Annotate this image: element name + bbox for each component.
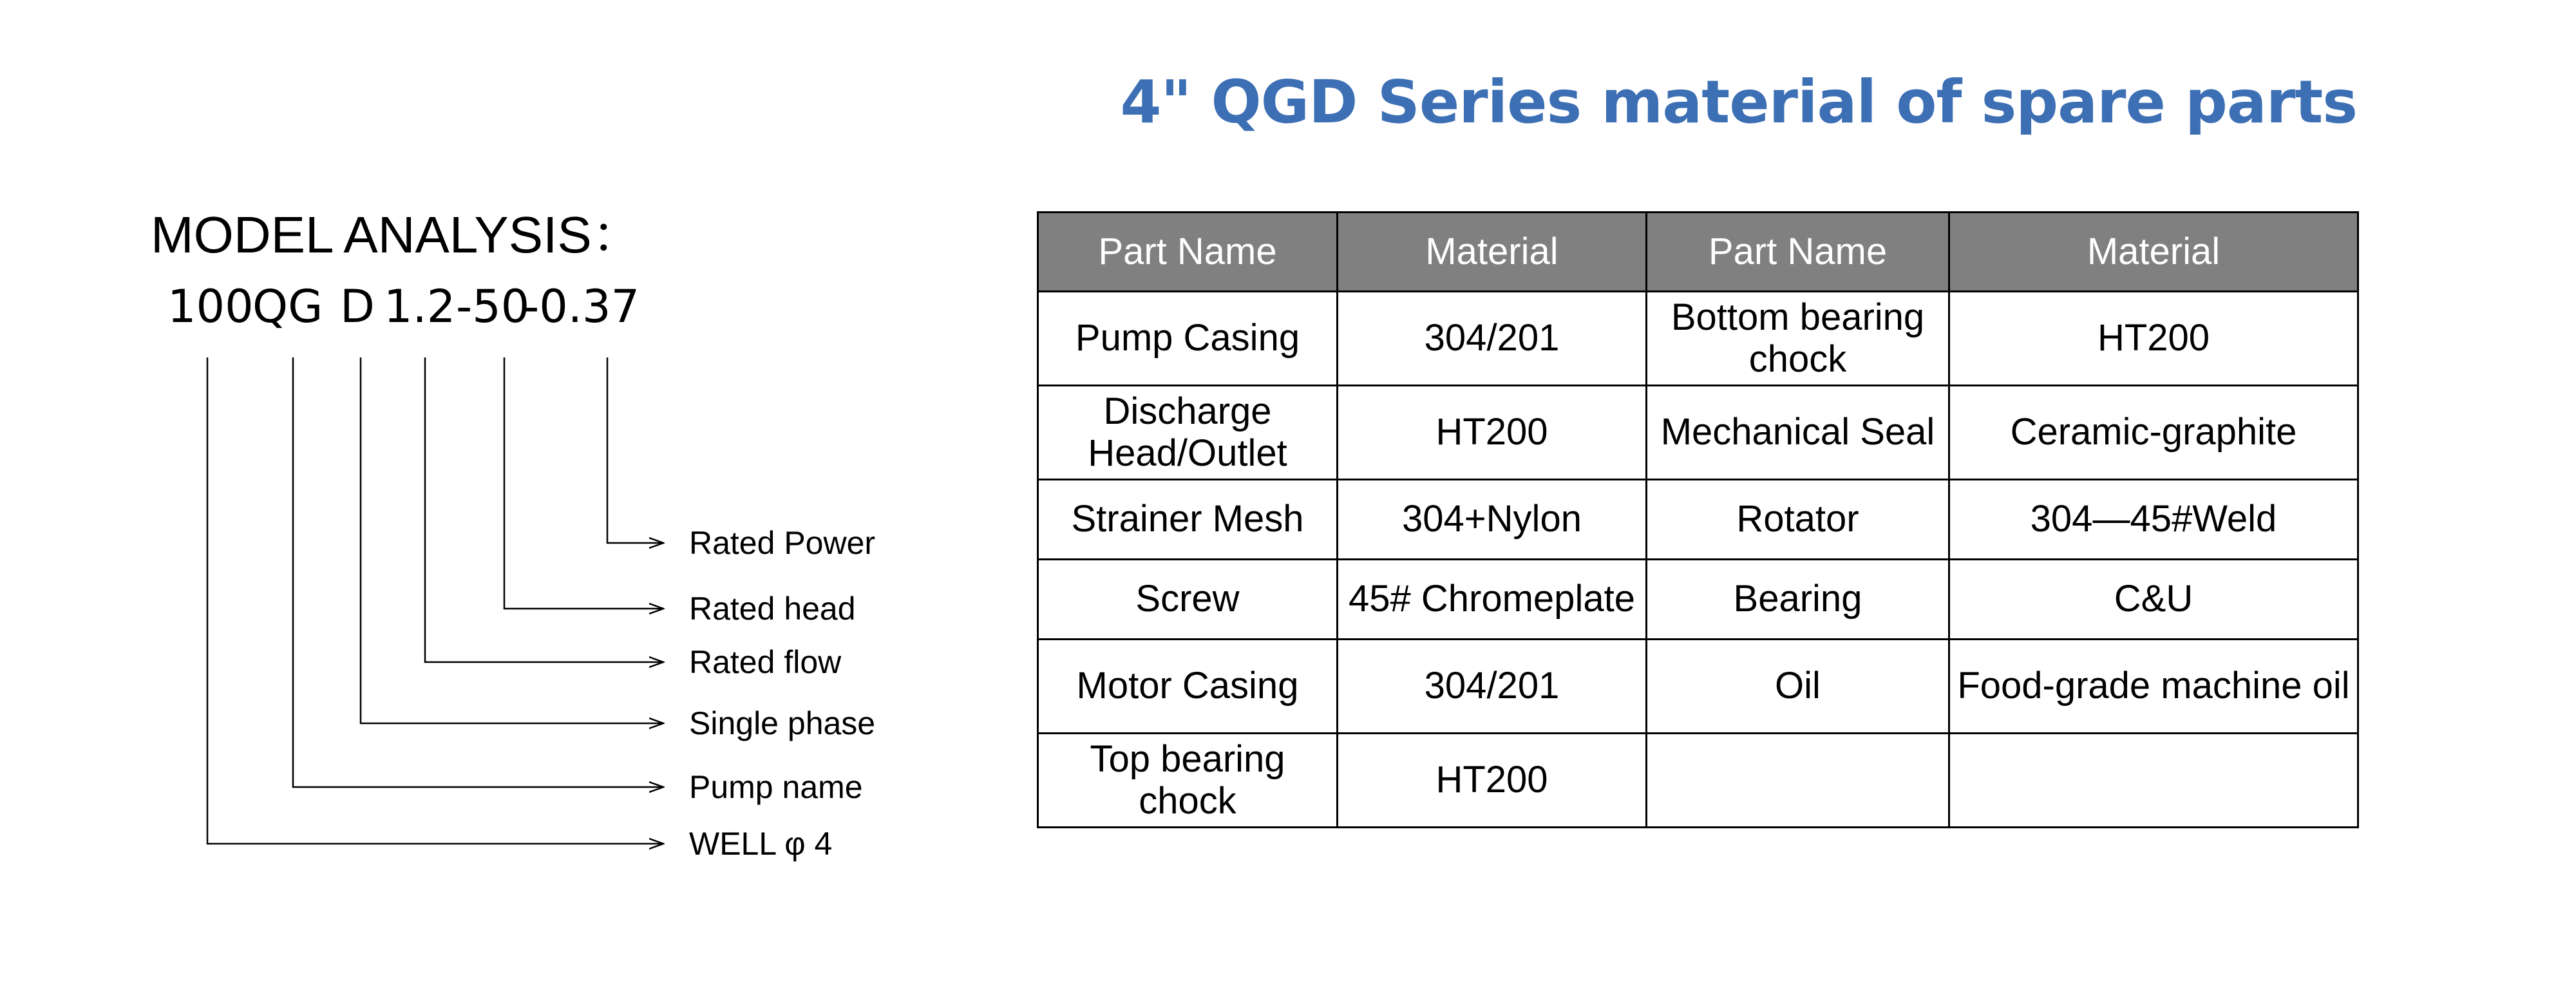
material-cell bbox=[1949, 734, 2358, 828]
part-name-cell: Rotator bbox=[1647, 480, 1949, 560]
code-segment-pump-name: QG bbox=[252, 280, 323, 333]
connector-rated-power bbox=[607, 357, 663, 543]
connector-rated-flow bbox=[425, 357, 663, 662]
connector-well bbox=[207, 357, 663, 844]
table-row bbox=[1038, 292, 2358, 386]
table-row bbox=[1038, 560, 2358, 640]
material-cell: HT200 bbox=[1338, 386, 1647, 480]
spare-parts-table bbox=[1037, 211, 2359, 828]
model-code-diagram bbox=[0, 0, 966, 902]
model-analysis-heading: MODEL ANALYSIS： bbox=[151, 206, 643, 263]
label-well: WELL φ 4 bbox=[689, 826, 833, 862]
material-cell: 304/201 bbox=[1338, 640, 1647, 734]
part-name-cell: Motor Casing bbox=[1038, 640, 1338, 734]
part-name-cell: Discharge Head/Outlet bbox=[1038, 386, 1338, 480]
connector-rated-head bbox=[504, 357, 663, 609]
code-segment-phase: D bbox=[340, 280, 375, 333]
part-name-cell bbox=[1647, 734, 1949, 828]
material-cell: C&U bbox=[1949, 560, 2358, 640]
part-name-cell: Top bearing chock bbox=[1038, 734, 1338, 828]
table-row bbox=[1038, 480, 2358, 560]
part-name-cell: Pump Casing bbox=[1038, 292, 1338, 386]
column-header: Material bbox=[1949, 213, 2358, 292]
material-cell: 45# Chromeplate bbox=[1338, 560, 1647, 640]
column-header: Material bbox=[1338, 213, 1647, 292]
table-row bbox=[1038, 734, 2358, 828]
table-header-row bbox=[1038, 213, 2358, 292]
code-segment-head: -50 bbox=[456, 280, 530, 333]
part-name-cell: Bearing bbox=[1647, 560, 1949, 640]
material-cell: 304+Nylon bbox=[1338, 480, 1647, 560]
part-name-cell: Strainer Mesh bbox=[1038, 480, 1338, 560]
part-name-cell: Oil bbox=[1647, 640, 1949, 734]
connector-single-phase bbox=[361, 357, 663, 723]
label-pump-name: Pump name bbox=[689, 769, 863, 805]
table-row bbox=[1038, 640, 2358, 734]
material-cell: Ceramic-graphite bbox=[1949, 386, 2358, 480]
column-header: Part Name bbox=[1647, 213, 1949, 292]
label-rated-head: Rated head bbox=[689, 591, 856, 627]
code-segment-power: -0.37 bbox=[523, 280, 640, 333]
label-single-phase: Single phase bbox=[689, 705, 876, 741]
page-title: 4" QGD Series material of spare parts bbox=[1120, 68, 2357, 137]
material-cell: Food-grade machine oil bbox=[1949, 640, 2358, 734]
part-name-cell: Bottom bearing chock bbox=[1647, 292, 1949, 386]
column-header: Part Name bbox=[1038, 213, 1338, 292]
part-name-cell: Screw bbox=[1038, 560, 1338, 640]
material-cell: HT200 bbox=[1949, 292, 2358, 386]
table-row bbox=[1038, 386, 2358, 480]
label-rated-power: Rated Power bbox=[689, 525, 876, 561]
material-cell: 304—45#Weld bbox=[1949, 480, 2358, 560]
code-segment-flow: 1.2 bbox=[384, 280, 456, 333]
label-rated-flow: Rated flow bbox=[689, 644, 842, 680]
material-cell: HT200 bbox=[1338, 734, 1647, 828]
code-segment-well: 100 bbox=[167, 280, 254, 333]
part-name-cell: Mechanical Seal bbox=[1647, 386, 1949, 480]
material-cell: 304/201 bbox=[1338, 292, 1647, 386]
